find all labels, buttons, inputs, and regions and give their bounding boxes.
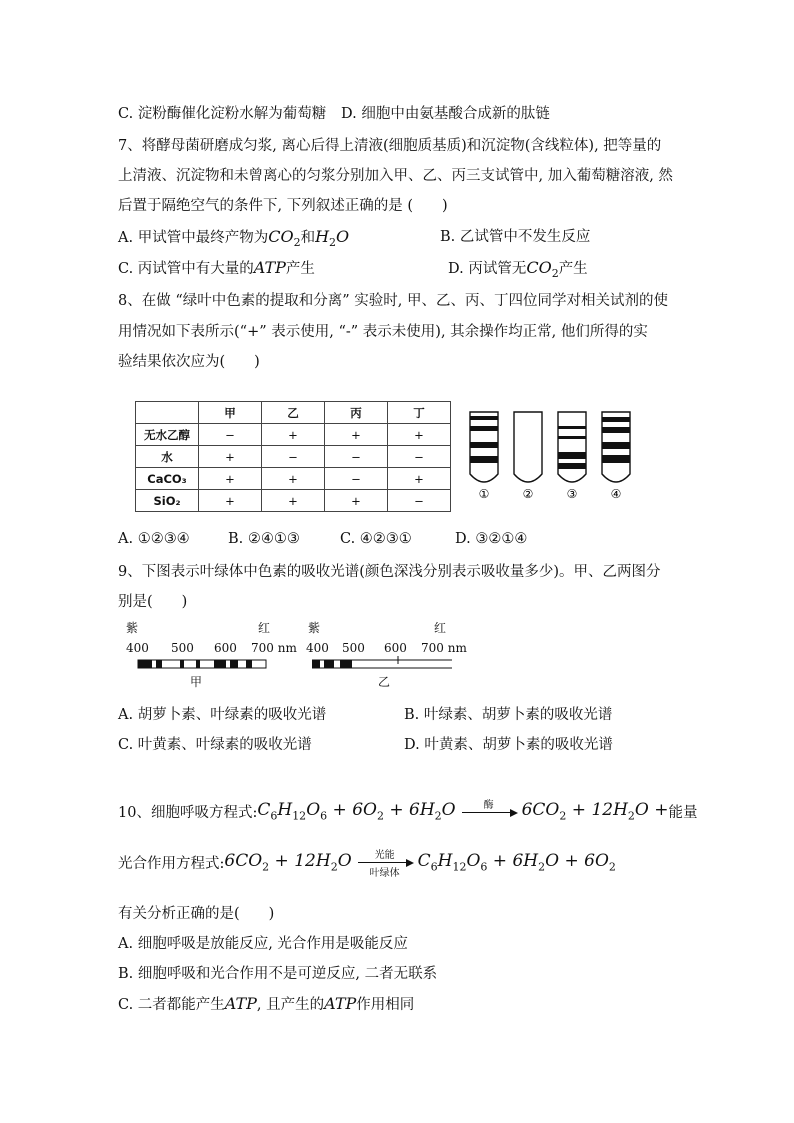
q8-option-c: C. ④②③①: [340, 531, 412, 547]
table-cell: −: [325, 468, 388, 490]
table-cell: −: [388, 490, 451, 512]
tube-label: ①: [478, 487, 490, 501]
q8-option-d: D. ③②①④: [455, 531, 528, 547]
tube-2: [514, 412, 542, 501]
tick-500: 500: [171, 641, 194, 655]
table-row: [136, 490, 451, 512]
q10-option-b: B. 细胞呼吸和光合作用不是可逆反应, 二者无联系: [118, 966, 438, 982]
tick-700: 700 nm: [251, 641, 297, 655]
table-header-cell: 丙: [325, 402, 388, 424]
q6-option-d: D. 细胞中由氨基酸合成新的肽链: [341, 106, 550, 122]
tube-label: ④: [610, 487, 622, 501]
table-cell: 无水乙醇: [136, 424, 199, 446]
tube-4: [602, 412, 630, 501]
table-cell: +: [325, 424, 388, 446]
table-header-cell: 丁: [388, 402, 451, 424]
light-arrow: 光能 叶绿体: [358, 846, 412, 879]
q8-stem-2: 用情况如下表所示(“+” 表示使用, “-” 表示未使用), 其余操作均正常, 他们所得的实: [118, 324, 648, 340]
tube-label: ②: [522, 487, 534, 501]
q10-option-a: A. 细胞呼吸是放能反应, 光合作用是吸能反应: [118, 936, 408, 952]
q8-stem-1: 8、在做 “绿叶中色素的提取和分离” 实验时, 甲、乙、丙、丁四位同学对相关试剂的使: [118, 293, 668, 309]
q9-option-b: B. 叶绿素、胡萝卜素的吸收光谱: [404, 707, 613, 723]
tick-600: 600: [214, 641, 237, 655]
respiration-label: 10、细胞呼吸方程式:: [118, 804, 258, 821]
photosynthesis-equation: 光合作用方程式: $6CO_2 + 12H_2O$ 光能 叶绿体 $C_6H_{12}O_6 + 6H_2O + 6O_2$: [118, 846, 616, 879]
red-label: 红: [434, 621, 447, 635]
respiration-equation: 10、细胞呼吸方程式: $C_6H_{12}O_6 + 6O_2 + 6H_2O$ 酶 $6CO_2 + 12H_2O$ + 能量: [118, 796, 698, 826]
q8-stem-3: 验结果依次应为( ): [118, 354, 260, 370]
q8-option-b: B. ②④①③: [228, 531, 300, 547]
table-cell: +: [262, 468, 325, 490]
table-cell: −: [199, 424, 262, 446]
table-cell: +: [388, 468, 451, 490]
enzyme-arrow: 酶: [462, 796, 516, 826]
q9-option-c: C. 叶黄素、叶绿素的吸收光谱: [118, 737, 312, 753]
spectrum-jia: [126, 620, 297, 689]
table-cell: CaCO₃: [136, 468, 199, 490]
table-cell: +: [262, 490, 325, 512]
table-cell: 水: [136, 446, 199, 468]
table-cell: −: [262, 446, 325, 468]
q9-stem-1: 9、下图表示叶绿体中色素的吸收光谱(颜色深浅分别表示吸收量多少)。甲、乙两图分: [118, 564, 661, 580]
reagent-table: [135, 401, 451, 512]
tick-700: 700 nm: [421, 641, 467, 655]
table-cell: +: [325, 490, 388, 512]
chromatography-tubes: [460, 410, 640, 502]
table-cell: +: [388, 424, 451, 446]
spectrum-yi: [306, 620, 467, 689]
q6-option-c: C. 淀粉酶催化淀粉水解为葡萄糖: [118, 106, 327, 122]
q10-question: 有关分析正确的是( ): [118, 906, 275, 922]
q9-stem-2: 别是( ): [118, 594, 188, 610]
tick-400: 400: [306, 641, 329, 655]
table-cell: −: [388, 446, 451, 468]
table-row: [136, 424, 451, 446]
q7-option-c: C. 丙试管中有大量的ATP产生: [118, 258, 315, 277]
tick-400: 400: [126, 641, 149, 655]
absorption-spectra: [118, 618, 478, 692]
q7-option-d: D. 丙试管无$CO_2$产生: [448, 258, 588, 281]
red-label: 红: [258, 621, 271, 635]
table-header-cell: [136, 402, 199, 424]
table-cell: +: [199, 468, 262, 490]
q7-option-b: B. 乙试管中不发生反应: [440, 229, 591, 245]
q7-stem-1: 7、将酵母菌研磨成匀浆, 离心后得上清液(细胞质基质)和沉淀物(含线粒体), 把等量的: [118, 138, 662, 154]
table-cell: SiO₂: [136, 490, 199, 512]
energy-label: 能量: [668, 804, 698, 821]
table-cell: +: [262, 424, 325, 446]
tube-label: ③: [566, 487, 578, 501]
tube-1: [470, 412, 498, 501]
tick-600: 600: [384, 641, 407, 655]
q7-stem-2: 上清液、沉淀物和未曾离心的匀浆分别加入甲、乙、丙三支试管中, 加入葡萄糖溶液, 然: [118, 168, 673, 184]
q9-option-d: D. 叶黄素、胡萝卜素的吸收光谱: [404, 737, 613, 753]
q8-option-a: A. ①②③④: [118, 531, 190, 547]
q7-stem-3: 后置于隔绝空气的条件下, 下列叙述正确的是 ( ): [118, 198, 448, 214]
table-cell: −: [325, 446, 388, 468]
q7-option-a: A. 甲试管中最终产物为$CO_2$和$H_2O$: [118, 227, 350, 250]
table-cell: +: [199, 490, 262, 512]
table-row: [136, 446, 451, 468]
table-header-cell: 甲: [199, 402, 262, 424]
table-header-row: [136, 402, 451, 424]
table-header-cell: 乙: [262, 402, 325, 424]
q9-option-a: A. 胡萝卜素、叶绿素的吸收光谱: [118, 707, 327, 723]
tick-500: 500: [342, 641, 365, 655]
tube-3: [558, 412, 586, 501]
table-row: [136, 468, 451, 490]
photosynthesis-label: 光合作用方程式:: [118, 856, 225, 872]
q10-option-c: C. 二者都能产生ATP, 且产生的ATP作用相同: [118, 994, 415, 1013]
violet-label: 紫: [126, 621, 139, 635]
spectrum-label-yi: 乙: [378, 675, 391, 689]
table-cell: +: [199, 446, 262, 468]
violet-label: 紫: [308, 621, 321, 635]
spectrum-label-jia: 甲: [190, 675, 203, 689]
